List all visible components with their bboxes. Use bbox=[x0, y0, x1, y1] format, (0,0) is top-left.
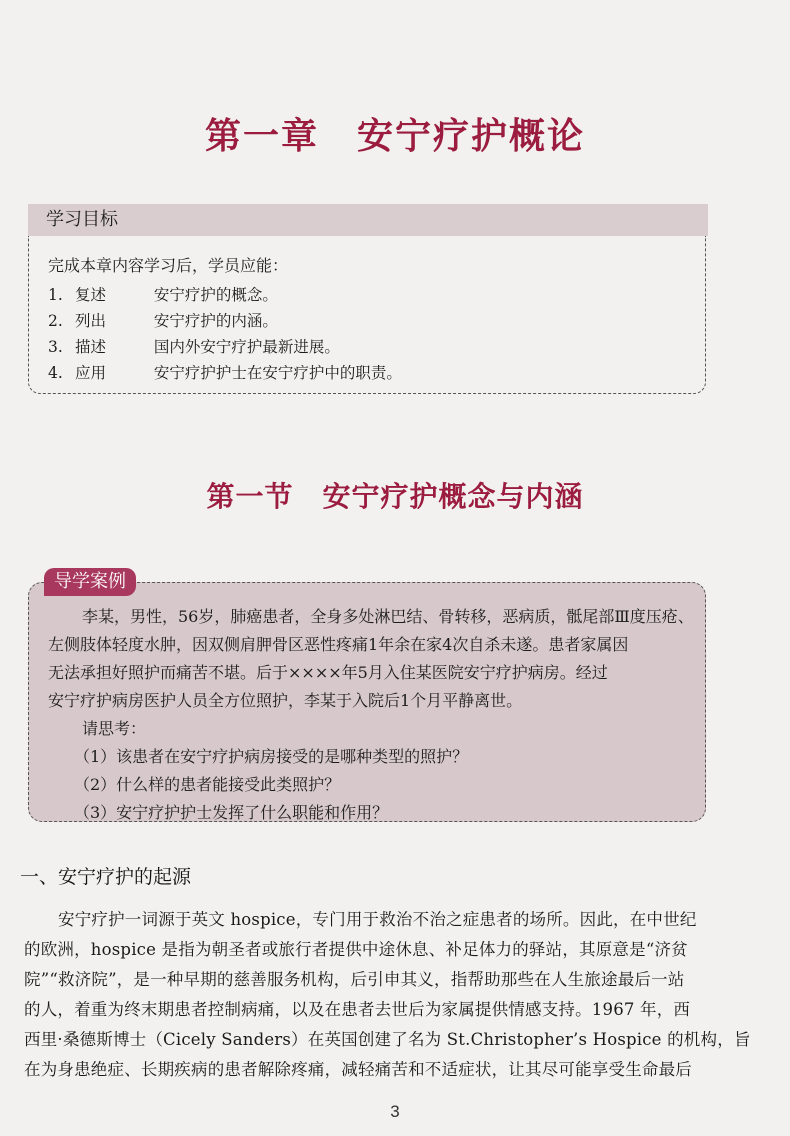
case-text-line: 安宁疗护病房医护人员全方位照护，李某于入院后1个月平静离世。 bbox=[48, 691, 523, 710]
origin-heading: 一、安宁疗护的起源 bbox=[20, 866, 192, 888]
objectives-label: 学习目标 bbox=[36, 207, 128, 233]
objective-item bbox=[48, 309, 278, 331]
objective-item bbox=[48, 361, 402, 383]
case-text-line: 左侧肢体轻度水肿，因双侧肩胛骨区恶性疼痛1年余在家4次自杀未遂。患者家属因 bbox=[48, 635, 629, 654]
page-number: 3 bbox=[390, 1102, 400, 1121]
body-text-line: 院”“救济院”，是一种早期的慈善服务机构，后引申其义，指帮助那些在人生旅途最后一站 bbox=[24, 970, 685, 989]
case-label: 导学案例 bbox=[44, 568, 136, 596]
case-text-line: 无法承担好照护而痛苦不堪。后于××××年5月入住某医院安宁疗护病房。经过 bbox=[48, 663, 608, 682]
case-question: （1）该患者在安宁疗护病房接受的是哪种类型的照护？ bbox=[74, 747, 469, 766]
body-text-line: 的人，着重为终末期患者控制病痛，以及在患者去世后为家属提供情感支持。1967 年，西 bbox=[24, 1000, 691, 1019]
chapter-title: 第一章 安宁疗护概论 bbox=[204, 116, 585, 157]
objective-text: 安宁疗护的概念。 bbox=[153, 286, 278, 304]
objective-verb: 应用 bbox=[74, 364, 106, 382]
body-text-line: 的欧洲，hospice 是指为朝圣者或旅行者提供中途休息、补足体力的驿站，其原意是“济贫 bbox=[24, 940, 688, 959]
section-title: 第一节 安宁疗护概念与内涵 bbox=[206, 480, 584, 513]
objective-verb: 列出 bbox=[74, 312, 106, 330]
objective-item bbox=[48, 283, 278, 305]
body-text-line: 安宁疗护一词源于英文 hospice，专门用于救治不治之症患者的场所。因此，在中世纪 bbox=[58, 910, 697, 929]
objective-number: 1. bbox=[48, 286, 63, 304]
objective-text: 安宁疗护护士在安宁疗护中的职责。 bbox=[153, 364, 402, 382]
case-question: （2）什么样的患者能接受此类照护？ bbox=[74, 775, 341, 794]
objective-number: 2. bbox=[48, 312, 63, 330]
objectives-intro: 完成本章内容学习后，学员应能： bbox=[48, 256, 289, 275]
objective-verb: 描述 bbox=[74, 338, 106, 356]
case-think-label: 请思考： bbox=[82, 719, 147, 738]
objective-item bbox=[48, 335, 340, 357]
objectives-header-bar bbox=[28, 204, 708, 236]
case-question: （3）安宁疗护护士发挥了什么职能和作用？ bbox=[74, 803, 389, 822]
body-text-line: 西里·桑德斯博士（Cicely Sanders）在英国创建了名为 St.Christopher’s Hospice 的机构，旨 bbox=[24, 1030, 751, 1049]
objective-text: 安宁疗护的内涵。 bbox=[153, 312, 278, 330]
case-text-line: 李某，男性，56岁，肺癌患者，全身多处淋巴结、骨转移，恶病质，骶尾部Ⅲ度压疮、 bbox=[82, 607, 694, 626]
objective-number: 3. bbox=[48, 338, 63, 356]
objective-text: 国内外安宁疗护最新进展。 bbox=[153, 338, 340, 356]
objective-number: 4. bbox=[48, 364, 63, 382]
objective-verb: 复述 bbox=[74, 286, 106, 304]
body-text-line: 在为身患绝症、长期疾病的患者解除疼痛，减轻痛苦和不适症状，让其尽可能享受生命最后 bbox=[24, 1060, 692, 1079]
